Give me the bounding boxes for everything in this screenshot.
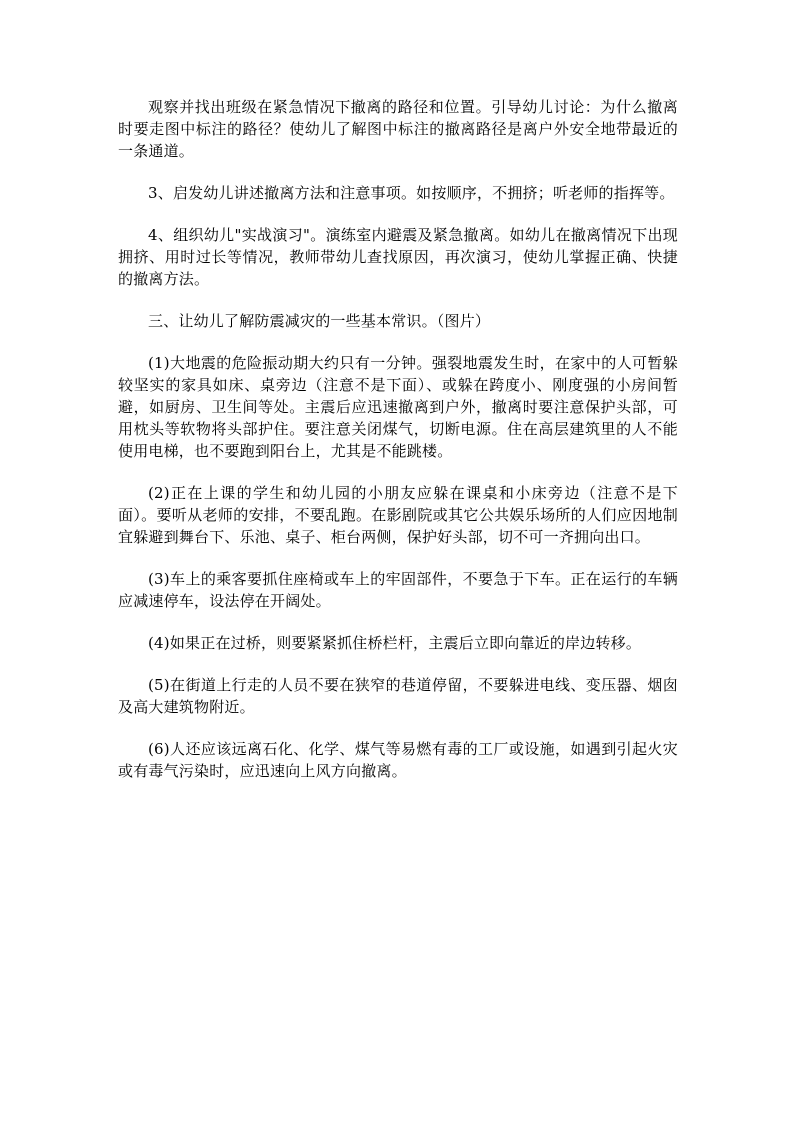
paragraph-evacuation-route: 观察并找出班级在紧急情况下撤离的路径和位置。引导幼儿讨论：为什么撤离时要走图中标注的路径？使幼儿了解图中标注的撤离路径是离户外安全地带最近的一条通道。 [118,98,678,160]
document-body [118,96,678,802]
paragraph-item-4: (4)如果正在过桥，则要紧紧抓住桥栏杆，主震后立即向靠近的岸边转移。 [148,634,642,652]
paragraph-item-1: (1)大地震的危险振动期大约只有一分钟。强裂地震发生时，在家中的人可暂躲较坚实的家具如床、桌旁边（注意不是下面）、或躲在跨度小、刚度强的小房间暂避，如厨房、卫生间等处。主震后应迅速撤离到户外，撤离时要注意保护头部，可用枕头等软物将头部护住。要注意关闭煤气，切断电源。住在高层建筑里的人不能使用电梯，也不要跑到阳台上，尤其是不能跳楼。 [118,354,678,460]
paragraph-step-4: 4、组织幼儿"实战演习"。演练室内避震及紧急撤离。如幼儿在撤离情况下出现拥挤、用时过长等情况，教师带幼儿查找原因，再次演习，使幼儿掌握正确、快捷的撤离方法。 [118,226,678,288]
paragraph-item-6: (6)人还应该远离石化、化学、煤气等易燃有毒的工厂或设施，如遇到引起火灾或有毒气污染时，应迅速向上风方向撤离。 [118,740,678,780]
paragraph-item-5: (5)在街道上行走的人员不要在狭窄的巷道停留，不要躲进电线、变压器、烟囱及高大建筑物附近。 [118,676,678,716]
section-heading-3: 三、让幼儿了解防震减灾的一些基本常识。（图片） [148,312,491,330]
paragraph-item-2: (2)正在上课的学生和幼儿园的小朋友应躲在课桌和小床旁边（注意不是下面）。要听从老师的安排，不要乱跑。在影剧院或其它公共娱乐场所的人们应因地制宜躲避到舞台下、乐池、桌子、柜台两侧，保护好头部，切不可一齐拥向出口。 [118,484,678,546]
paragraph-step-3: 3、启发幼儿讲述撤离方法和注意事项。如按顺序，不拥挤；听老师的指挥等。 [148,184,675,202]
paragraph-item-3: (3)车上的乘客要抓住座椅或车上的牢固部件，不要急于下车。正在运行的车辆应减速停车，设法停在开阔处。 [118,570,678,610]
